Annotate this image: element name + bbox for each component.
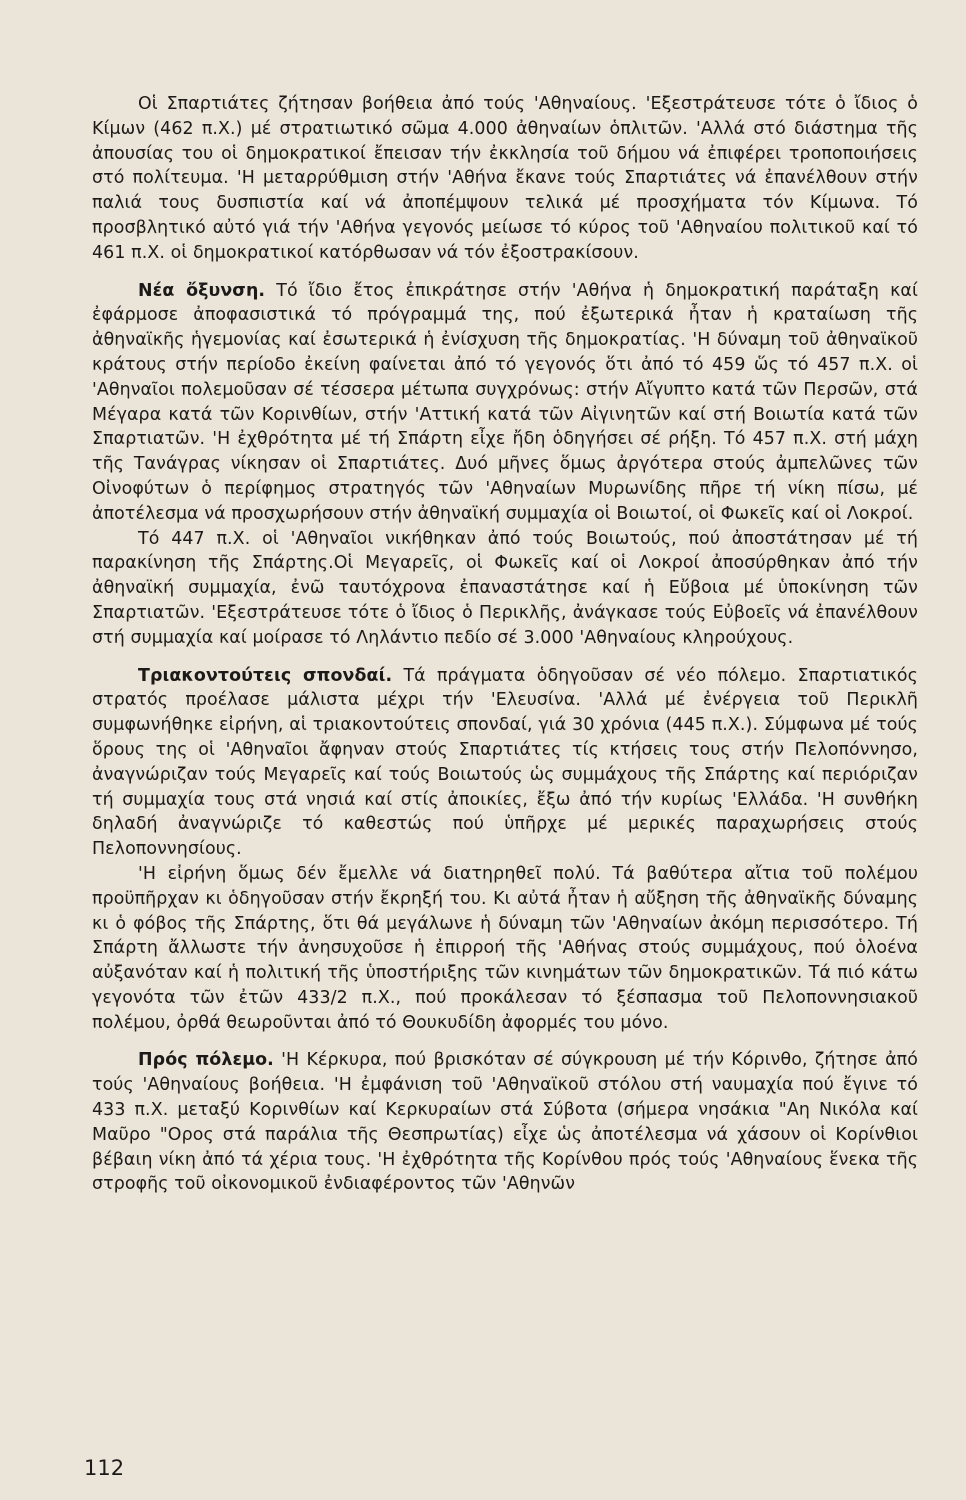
paragraph-thirty-years-peace [92,664,918,862]
section-heading: Πρός πόλεμο. [138,1050,274,1071]
paragraph-new-escalation [92,279,918,527]
paragraph-kimon [92,92,918,266]
section-heading: Νέα ὄξυνση. [138,280,266,301]
paragraph-towards-war [92,1048,918,1197]
paragraph-text: Οἱ Σπαρτιάτες ζήτησαν βοήθεια ἀπό τούς 'Αθηναίους. 'Εξεστράτευσε τότε ὁ ἴδιος ὁ Κίμων (462 π.Χ.) μέ στρατιωτικό σῶμα 4.000 ἀθηναίων ὁπλιτῶν. 'Αλλά στό διάστημα τῆς ἀπουσίας του οἱ δημοκρατικοί ἔπεισαν τήν ἐκκλησία τοῦ δήμου νά ἐπιφέρει τροποποιήσεις στό πολίτευμα. 'Η μεταρρύθμιση στήν 'Αθήνα ἔκανε τούς Σπαρτιάτες νά ἐπανέλθουν στήν παλιά τους δυσπιστία καί νά ἀποπέμψουν τελικά μέ προσχήματα τόν Κίμωνα. Τό προσβλητικό αὐτό γιά τήν 'Αθήνα γεγονός μείωσε τό κύρος τοῦ 'Αθηναίου πολιτικοῦ καί τό 461 π.Χ. οἱ δημοκρατικοί κατόρθωσαν νά τόν ἐξοστρακίσουν. [92,94,918,263]
paragraph-text: Τά πράγματα ὁδηγοῦσαν σέ νέο πόλεμο. Σπαρτιατικός στρατός προέλασε μάλιστα μέχρι τήν 'Ελευσίνα. 'Αλλά μέ ἐνέργεια τοῦ Περικλῆ συμφωνήθηκε εἰρήνη, αἱ τριακοντούτεις σπονδαί, γιά 30 χρόνια (445 π.Χ.). Σύμφωνα μέ τούς ὅρους της οἱ 'Αθηναῖοι ἄφηναν στούς Σπαρτιάτες τίς κτήσεις τους στήν Πελοπόννησο, ἀναγνώριζαν τούς Μεγαρεῖς καί τούς Βοιωτούς ὡς συμμάχους τῆς Σπάρτης καί περιόριζαν τή συμμαχία τους στά νησιά καί στίς ἀποικίες, ἔξω ἀπό τήν κυρίως 'Ελλάδα. 'Η συνθήκη δηλαδή ἀναγνώριζε τό καθεστώς πού ὑπῆρχε μέ μερικές παραχωρήσεις στούς Πελοποννησίους. [92,665,918,860]
paragraph-text: 'Η Κέρκυρα, πού βρισκόταν σέ σύγκρουση μέ τήν Κόρινθο, ζήτησε ἀπό τούς 'Αθηναίους βοήθεια. 'Η ἐμφάνιση τοῦ 'Αθηναϊκοῦ στόλου στή ναυμαχία πού ἔγινε τό 433 π.Χ. μεταξύ Κορινθίων καί Κερκυραίων στά Σύβοτα (σήμερα νησάκια "Αη Νικόλα καί Μαῦρο "Ορος στά παράλια τῆς Θεσπρωτίας) εἶχε ὡς ἀποτέλεσμα νά χάσουν οἱ Κορίνθιοι βέβαιη νίκη ἀπό τά χέρια τους. 'Η ἐχθρότητα τῆς Κορίνθου πρός τούς 'Αθηναίους ἕνεκα τῆς στροφῆς τοῦ οἰκονομικοῦ ἐνδιαφέροντος τῶν 'Αθηνῶν [92,1050,918,1195]
body-text [92,92,918,1197]
section-towards-war [92,1048,918,1197]
section-new-escalation [92,279,918,651]
paragraph-text: Τό 447 π.Χ. οἱ 'Αθηναῖοι νικήθηκαν ἀπό τούς Βοιωτούς, πού ἀποστάτησαν μέ τή παρακίνηση τῆς Σπάρτης.Οἱ Μεγαρεῖς, οἱ Φωκεῖς καί οἱ Λοκροί ἀποσύρθηκαν ἀπό τήν ἀθηναϊκή συμμαχία, ἐνῶ ταυτόχρονα ἐπαναστάτησε καί ἡ Εὔβοια μέ ὑποκίνηση τῶν Σπαρτιατῶν. 'Εξεστράτευσε τότε ὁ ἴδιος ὁ Περικλῆς, ἀνάγκασε τούς Εὐβοεῖς νά ἐπανέλθουν στή συμμαχία καί μοίρασε τό Ληλάντιο πεδίο σέ 3.000 'Αθηναίους κληρούχους. [92,528,918,648]
paragraph-447bc [92,527,918,651]
section-thirty-years-peace [92,664,918,1036]
section-heading: Τριακοντούτεις σπονδαί. [138,665,393,686]
paragraph-text: Τό ἴδιο ἔτος ἐπικράτησε στήν 'Αθήνα ἡ δημοκρατική παράταξη καί ἐφάρμοσε ἀποφασιστικά τό πρόγραμμά της, πού ἐξωτερικά ἦταν ἡ κραταίωση τῆς ἀθηναϊκῆς ἡγεμονίας καί ἐσωτερικά ἡ ἐνίσχυση τῆς δημοκρατίας. 'Η δύναμη τοῦ ἀθηναϊκοῦ κράτους στήν περίοδο ἐκείνη φαίνεται ἀπό τό γεγονός ὅτι ἀπό τό 459 ὥς τό 457 π.Χ. οἱ 'Αθηναῖοι πολεμοῦσαν σέ τέσσερα μέτωπα συγχρόνως: στήν Αἴγυπτο κατά τῶν Περσῶν, στά Μέγαρα κατά τῶν Κορινθίων, στήν 'Αττική κατά τῶν Αἰγινητῶν καί στή Βοιωτία κατά τῶν Σπαρτιατῶν. 'Η ἐχθρότητα μέ τή Σπάρτη εἶχε ἤδη ὁδηγήσει σέ ρήξη. Τό 457 π.Χ. στή μάχη τῆς Τανάγρας νίκησαν οἱ Σπαρτιάτες. Δυό μῆνες ὅμως ἀργότερα στούς ἀμπελῶνες τῶν Οἰνοφύτων ὁ περίφημος στρατηγός τῶν 'Αθηναίων Μυρωνίδης πῆρε τή νίκη πίσω, μέ ἀποτέλεσμα νά προσχωρήσουν στήν ἀθηναϊκή συμμαχία οἱ Βοιωτοί, οἱ Φωκεῖς καί οἱ Λοκροί. [92,280,918,524]
paragraph-peace-not-last [92,862,918,1036]
paragraph-text: 'Η εἰρήνη ὅμως δέν ἔμελλε νά διατηρηθεῖ πολύ. Τά βαθύτερα αἴτια τοῦ πολέμου προϋπῆρχαν κι ὁδηγοῦσαν στήν ἔκρηξή του. Κι αὐτά ἦταν ἡ αὔξηση τῆς ἀθηναϊκῆς δύναμης κι ὁ φόβος τῆς Σπάρτης, ὅτι θά μεγάλωνε ἡ δύναμη τῶν 'Αθηναίων ἀκόμη περισσότερο. Τή Σπάρτη ἄλλωστε τήν ἀνησυχοῦσε ἡ ἐπιρροή τῆς 'Αθήνας στούς συμμάχους, πού ὁλοένα αὐξανόταν καί ἡ πολιτική τῆς ὑποστήριξης τῶν κινημάτων τῶν δημοκρατικῶν. Τά πιό κάτω γεγονότα τῶν ἐτῶν 433/2 π.Χ., πού προκάλεσαν τό ξέσπασμα τοῦ Πελοποννησιακοῦ πολέμου, ὀρθά θεωροῦνται ἀπό τό Θουκυδίδη ἀφορμές του μόνο. [92,863,918,1033]
page-number: 112 [84,1456,125,1480]
